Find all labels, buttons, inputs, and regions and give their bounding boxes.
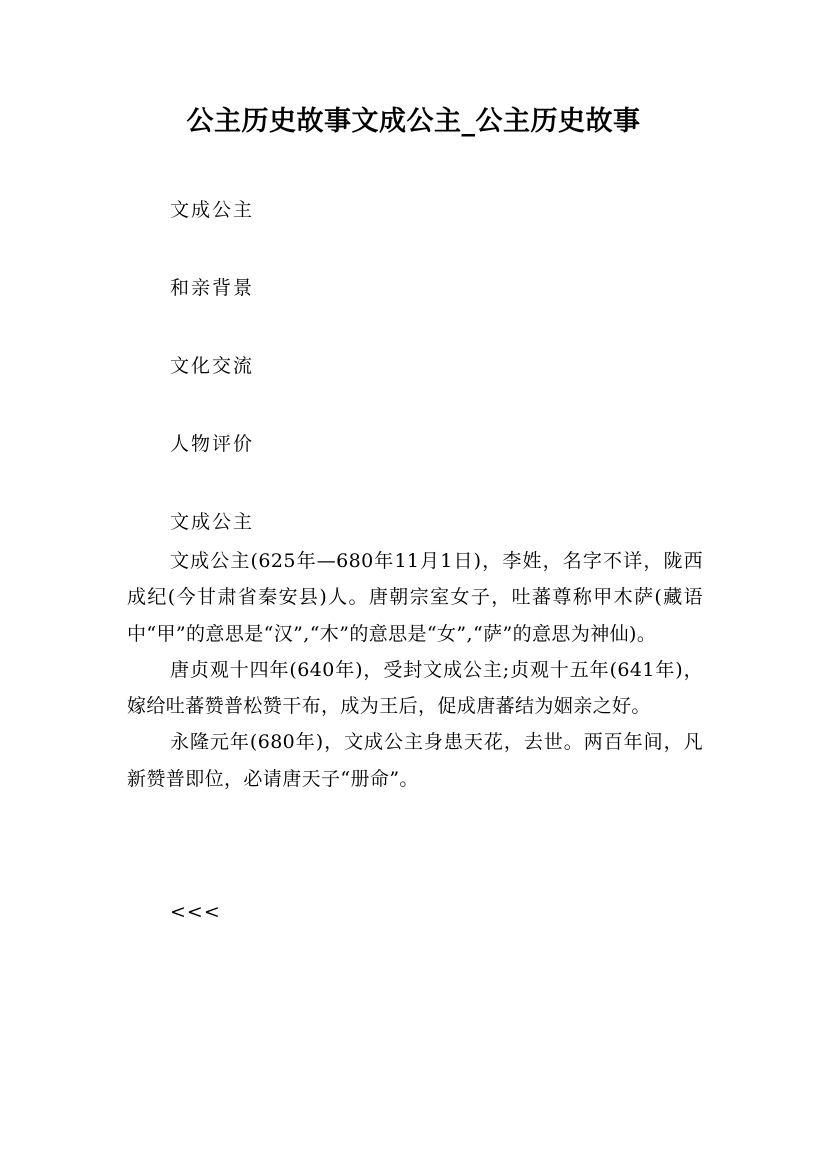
section-heading: 文成公主 <box>170 511 255 533</box>
toc-item-wencheng: 文成公主 <box>170 199 255 221</box>
toc-item-heqin: 和亲背景 <box>170 277 255 299</box>
toc-item-culture: 文化交流 <box>170 355 255 377</box>
more-marker: <<< <box>170 901 221 923</box>
paragraph-3: 永隆元年(680年)，文成公主身患天花，去世。两百年间，凡新赞普即位，必请唐天子“册命”。 <box>127 731 703 790</box>
paragraph-2: 唐贞观十四年(640年)，受封文成公主;贞观十五年(641年)，嫁给吐蕃赞普松赞干布，成为王后，促成唐蕃结为姻亲之好。 <box>127 658 703 718</box>
paragraph-1: 文成公主(625年—680年11月1日)，李姓，名字不详，陇西成纪(今甘肃省秦安县)人。唐朝宗室女子，吐蕃尊称甲木萨(藏语中“甲”的意思是“汉”,“木”的意思是“女”,“萨”的意思为神仙)。 <box>127 550 703 645</box>
toc-item-evaluation: 人物评价 <box>170 433 255 455</box>
document-title: 公主历史故事文成公主_公主历史故事 <box>186 106 641 137</box>
body-text <box>127 543 703 797</box>
